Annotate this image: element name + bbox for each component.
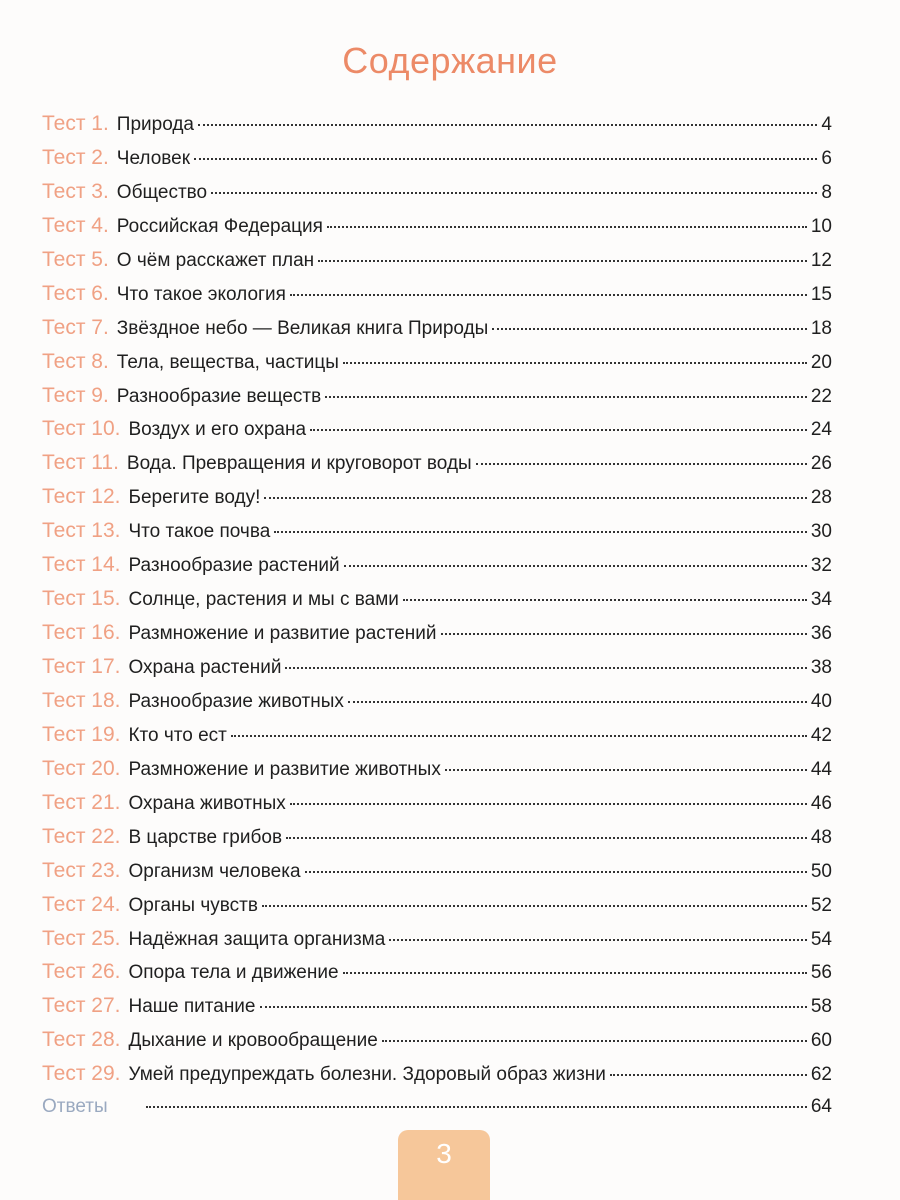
dot-leader bbox=[492, 328, 807, 330]
toc-entry bbox=[42, 553, 832, 587]
page-ref: 22 bbox=[810, 385, 832, 407]
page-ref: 56 bbox=[810, 962, 832, 984]
test-number: Тест 23. bbox=[42, 858, 121, 882]
page-number-box bbox=[398, 1130, 490, 1200]
toc-entry bbox=[42, 350, 832, 384]
toc-entry bbox=[42, 146, 832, 180]
answers-label: Ответы bbox=[42, 1096, 108, 1118]
test-number: Тест 20. bbox=[42, 756, 121, 780]
page-ref: 28 bbox=[810, 487, 832, 509]
test-number: Тест 5. bbox=[42, 247, 109, 271]
test-title: Охрана растений bbox=[128, 657, 282, 678]
toc-entry bbox=[42, 655, 832, 689]
toc-entry bbox=[42, 791, 832, 825]
dot-leader bbox=[610, 1074, 807, 1076]
page-ref: 48 bbox=[810, 826, 832, 848]
dot-leader bbox=[231, 735, 807, 737]
toc-entry bbox=[42, 621, 832, 655]
test-number: Тест 21. bbox=[42, 790, 121, 814]
test-title: Человек bbox=[116, 147, 191, 169]
toc-entry bbox=[42, 859, 832, 893]
test-number: Тест 6. bbox=[42, 281, 109, 305]
toc-entry bbox=[42, 927, 832, 961]
page-ref: 15 bbox=[810, 283, 832, 305]
test-title: Дыхание и кровообращение bbox=[128, 1030, 378, 1052]
test-title: Размножение и развитие растений bbox=[128, 623, 437, 645]
dot-leader bbox=[325, 396, 807, 398]
test-title: Органы чувств bbox=[128, 894, 258, 916]
dot-leader bbox=[310, 429, 807, 431]
page-ref: 10 bbox=[810, 215, 832, 237]
dot-leader bbox=[389, 939, 807, 941]
dot-leader bbox=[286, 837, 807, 839]
toc-entry bbox=[42, 825, 832, 859]
test-title: Кто что ест bbox=[128, 724, 227, 746]
test-number: Тест 27. bbox=[42, 994, 121, 1018]
dot-leader bbox=[327, 226, 807, 228]
dot-leader bbox=[290, 294, 807, 296]
test-number: Тест 2. bbox=[42, 145, 109, 169]
dot-leader bbox=[262, 905, 807, 907]
page-ref: 44 bbox=[810, 758, 832, 780]
page-ref: 62 bbox=[810, 1064, 832, 1086]
test-number: Тест 17. bbox=[42, 655, 121, 678]
test-number: Тест 7. bbox=[42, 315, 109, 339]
toc-entry bbox=[42, 248, 832, 282]
test-title: Общество bbox=[116, 181, 208, 203]
dot-leader bbox=[274, 531, 807, 533]
test-number: Тест 26. bbox=[42, 960, 121, 984]
dot-leader bbox=[290, 803, 807, 805]
test-title: Разнообразие веществ bbox=[116, 385, 322, 407]
test-number: Тест 25. bbox=[42, 926, 121, 950]
test-number: Тест 11. bbox=[42, 451, 119, 475]
test-title: Размножение и развитие животных bbox=[128, 758, 441, 780]
toc-entry bbox=[42, 994, 832, 1028]
test-title: Что такое почва bbox=[128, 521, 271, 543]
test-title: Разнообразие растений bbox=[128, 555, 340, 577]
test-title: Берегите воду! bbox=[128, 487, 261, 509]
toc-entry bbox=[42, 689, 832, 723]
test-title: Наше питание bbox=[128, 996, 256, 1018]
page-ref: 54 bbox=[810, 928, 832, 950]
toc-entry bbox=[42, 960, 832, 994]
test-title: Что такое экология bbox=[116, 283, 286, 305]
test-title: О чём расскажет план bbox=[116, 249, 315, 271]
toc-entry bbox=[42, 587, 832, 621]
test-title: Солнце, растения и мы с вами bbox=[128, 589, 399, 611]
toc-entry bbox=[42, 214, 832, 248]
test-title: Организм человека bbox=[128, 860, 301, 882]
page-ref: 32 bbox=[810, 555, 832, 577]
dot-leader bbox=[343, 972, 807, 974]
test-number: Тест 14. bbox=[42, 553, 121, 577]
page-ref: 64 bbox=[810, 1096, 832, 1118]
page-ref: 30 bbox=[810, 521, 832, 543]
toc-entry bbox=[42, 893, 832, 927]
dot-leader bbox=[264, 497, 806, 499]
page-ref: 12 bbox=[810, 249, 832, 271]
toc-entry bbox=[42, 757, 832, 791]
dot-leader bbox=[285, 667, 806, 669]
page-ref: 6 bbox=[821, 147, 832, 169]
page-ref: 24 bbox=[810, 419, 832, 441]
page-ref: 20 bbox=[810, 351, 832, 373]
test-number: Тест 10. bbox=[42, 417, 121, 441]
test-title: Надёжная защита организма bbox=[128, 928, 386, 950]
page-ref: 50 bbox=[810, 860, 832, 882]
test-title: Воздух и его охрана bbox=[128, 419, 307, 441]
toc-entry bbox=[42, 180, 832, 214]
page-ref: 18 bbox=[810, 317, 832, 339]
toc-entry bbox=[42, 112, 832, 146]
page-ref: 38 bbox=[810, 657, 832, 678]
test-number: Тест 3. bbox=[42, 179, 109, 203]
test-title: Звёздное небо — Великая книга Природы bbox=[116, 317, 489, 339]
toc-entry bbox=[42, 723, 832, 757]
toc-entry bbox=[42, 1028, 832, 1062]
dot-leader bbox=[343, 362, 807, 364]
page-ref: 36 bbox=[810, 623, 832, 645]
page-title: Содержание bbox=[342, 40, 558, 81]
dot-leader bbox=[441, 633, 807, 635]
dot-leader bbox=[445, 769, 807, 771]
dot-leader bbox=[348, 701, 807, 703]
page-ref: 26 bbox=[810, 453, 832, 475]
dot-leader bbox=[194, 158, 817, 160]
dot-leader bbox=[260, 1006, 807, 1008]
test-title: Вода. Превращения и круговорот воды bbox=[126, 453, 472, 475]
toc-entry-answers bbox=[42, 1096, 832, 1130]
page-ref: 60 bbox=[810, 1030, 832, 1052]
toc-entry bbox=[42, 451, 832, 485]
toc-entry bbox=[42, 485, 832, 519]
test-number: Тест 16. bbox=[42, 621, 121, 645]
dot-leader bbox=[318, 260, 807, 262]
test-title: Разнообразие животных bbox=[128, 690, 344, 712]
test-number: Тест 15. bbox=[42, 587, 121, 611]
test-number: Тест 4. bbox=[42, 213, 109, 237]
dot-leader bbox=[344, 565, 807, 567]
test-number: Тест 19. bbox=[42, 722, 121, 746]
toc-entry bbox=[42, 519, 832, 553]
page-ref: 46 bbox=[810, 792, 832, 814]
test-title: Охрана животных bbox=[128, 792, 286, 814]
dot-leader bbox=[382, 1040, 807, 1042]
toc-entry bbox=[42, 417, 832, 451]
test-number: Тест 29. bbox=[42, 1062, 121, 1086]
page-ref: 52 bbox=[810, 894, 832, 916]
test-title: Умей предупреждать болезни. Здоровый образ жизни bbox=[128, 1064, 606, 1086]
page-ref: 58 bbox=[810, 996, 832, 1018]
page-ref: 34 bbox=[810, 589, 832, 611]
page-ref: 8 bbox=[821, 181, 832, 203]
test-title: Природа bbox=[116, 114, 195, 135]
test-number: Тест 9. bbox=[42, 383, 109, 407]
toc-entry bbox=[42, 1062, 832, 1096]
page-ref: 40 bbox=[810, 690, 832, 712]
dot-leader bbox=[198, 124, 817, 126]
dot-leader bbox=[211, 192, 817, 194]
test-number: Тест 22. bbox=[42, 824, 121, 848]
test-title: Тела, вещества, частицы bbox=[116, 351, 339, 373]
dot-leader bbox=[305, 871, 807, 873]
test-number: Тест 12. bbox=[42, 485, 121, 509]
dot-leader bbox=[476, 463, 807, 465]
page-ref: 4 bbox=[821, 114, 832, 135]
test-number: Тест 1. bbox=[42, 112, 109, 135]
test-number: Тест 13. bbox=[42, 519, 121, 543]
page-number: 3 bbox=[436, 1138, 452, 1169]
test-number: Тест 18. bbox=[42, 688, 121, 712]
toc-entry bbox=[42, 316, 832, 350]
toc-list bbox=[42, 112, 832, 1130]
test-number: Тест 24. bbox=[42, 892, 121, 916]
dot-leader bbox=[146, 1106, 807, 1108]
test-title: Опора тела и движение bbox=[128, 962, 339, 984]
toc-entry bbox=[42, 384, 832, 418]
dot-leader bbox=[403, 599, 807, 601]
toc-entry bbox=[42, 282, 832, 316]
page-ref: 42 bbox=[810, 724, 832, 746]
test-number: Тест 8. bbox=[42, 349, 109, 373]
test-number: Тест 28. bbox=[42, 1028, 121, 1052]
test-title: В царстве грибов bbox=[128, 826, 283, 848]
test-title: Российская Федерация bbox=[116, 215, 323, 237]
